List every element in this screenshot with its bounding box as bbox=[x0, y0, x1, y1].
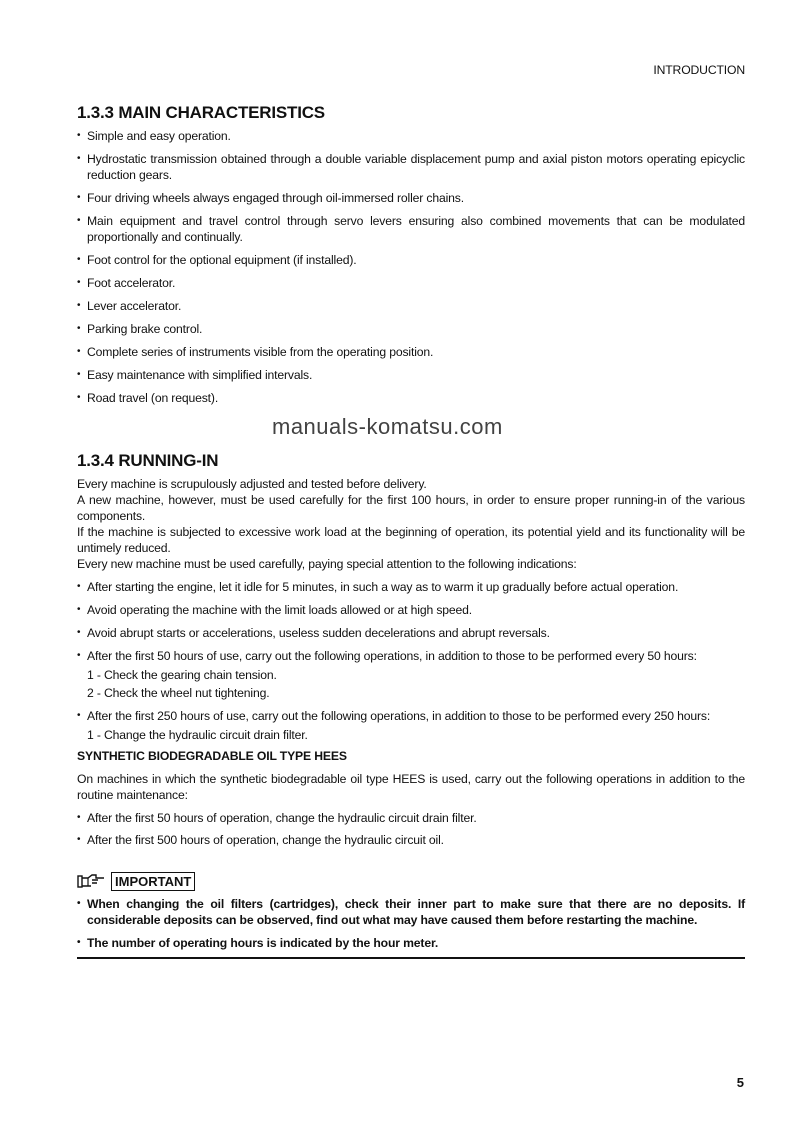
important-label: IMPORTANT bbox=[111, 872, 195, 891]
list-item: • After starting the engine, let it idle for 5 minutes, in such a way as to warm it up gradually before actual operation. bbox=[77, 579, 745, 595]
page-body bbox=[77, 103, 745, 959]
list-item: • Main equipment and travel control through servo levers ensuring also combined movements that can be modulated proportionally and continually. bbox=[77, 213, 745, 245]
running-header: INTRODUCTION bbox=[653, 63, 745, 77]
list-item: • Road travel (on request). bbox=[77, 390, 745, 406]
list-item: • Lever accelerator. bbox=[77, 298, 745, 314]
pointing-hand-icon bbox=[77, 873, 105, 889]
sub-item-text: - Check the gearing chain tension. bbox=[93, 668, 277, 682]
paragraph: A new machine, however, must be used carefully for the first 100 hours, in order to ensure proper running-in of the various components. bbox=[77, 493, 745, 523]
sub-item bbox=[77, 684, 745, 702]
list-item: • After the first 50 hours of use, carry out the following operations, in addition to those to be performed every 50 hours: bbox=[77, 648, 745, 664]
list-item: • Foot control for the optional equipment (if installed). bbox=[77, 252, 745, 268]
sub-item-text: - Check the wheel nut tightening. bbox=[93, 686, 270, 700]
important-callout bbox=[77, 871, 745, 891]
sub-item bbox=[77, 666, 745, 684]
list-item: • After the first 50 hours of operation, change the hydraulic circuit drain filter. bbox=[77, 810, 745, 826]
list-item: • After the first 250 hours of use, carry out the following operations, in addition to those to be performed every 250 hours: bbox=[77, 708, 745, 724]
list-item: • Avoid operating the machine with the limit loads allowed or at high speed. bbox=[77, 602, 745, 618]
list-item: • Hydrostatic transmission obtained through a double variable displacement pump and axial piston motors operating epicyclic reduction gears. bbox=[77, 151, 745, 183]
list-item: • After the first 500 hours of operation, change the hydraulic circuit oil. bbox=[77, 832, 745, 848]
list-item: • Foot accelerator. bbox=[77, 275, 745, 291]
sub-item-text: - Change the hydraulic circuit drain filter. bbox=[93, 728, 308, 742]
paragraph: Every new machine must be used carefully, paying special attention to the following indications: bbox=[77, 557, 577, 571]
list-item: • Simple and easy operation. bbox=[77, 128, 745, 144]
sub-item-number: 2 bbox=[87, 686, 94, 700]
paragraph: Every machine is scrupulously adjusted and tested before delivery. bbox=[77, 477, 427, 491]
paragraph: If the machine is subjected to excessive work load at the beginning of operation, its potential yield and its functionality will be untimely reduced. bbox=[77, 525, 745, 555]
list-item: • Parking brake control. bbox=[77, 321, 745, 337]
list-item: • Complete series of instruments visible from the operating position. bbox=[77, 344, 745, 360]
section-title-running-in: 1.3.4 RUNNING-IN bbox=[77, 451, 219, 470]
watermark: manuals-komatsu.com bbox=[272, 414, 503, 439]
important-item: • When changing the oil filters (cartridges), check their inner part to make sure that there are no deposits. If considerable deposits can be observed, find out what may have caused them before restarting the machine. bbox=[77, 896, 745, 928]
divider bbox=[77, 957, 745, 959]
sub-item-number: 1 bbox=[87, 668, 94, 682]
paragraph: On machines in which the synthetic biodegradable oil type HEES is used, carry out the following operations in addition to the routine maintenance: bbox=[77, 772, 745, 802]
important-item: • The number of operating hours is indicated by the hour meter. bbox=[77, 935, 745, 951]
subheading-hees: SYNTHETIC BIODEGRADABLE OIL TYPE HEES bbox=[77, 749, 347, 763]
sub-item bbox=[77, 726, 745, 744]
sub-item-number: 1 bbox=[87, 728, 94, 742]
page-number: 5 bbox=[736, 1075, 744, 1090]
list-item: • Avoid abrupt starts or accelerations, useless sudden decelerations and abrupt reversals. bbox=[77, 625, 745, 641]
list-item: • Four driving wheels always engaged through oil-immersed roller chains. bbox=[77, 190, 745, 206]
section-title-main-characteristics: 1.3.3 MAIN CHARACTERISTICS bbox=[77, 103, 325, 122]
list-item: • Easy maintenance with simplified intervals. bbox=[77, 367, 745, 383]
